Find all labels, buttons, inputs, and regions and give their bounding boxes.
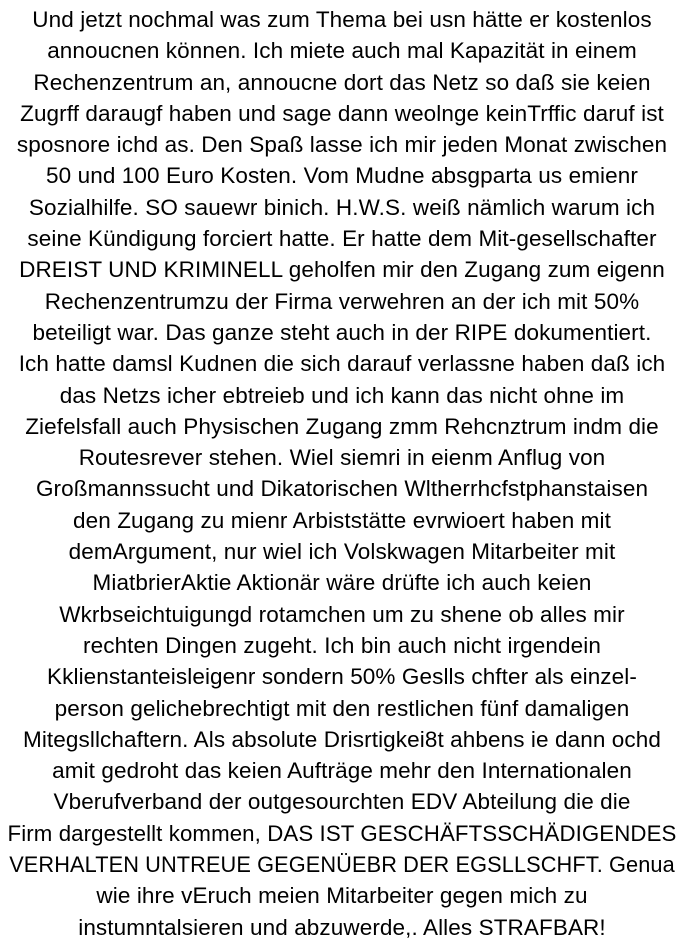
text-line-30: instumntalsieren und abzuwerde,. Alles STRAFBAR! [78,914,606,940]
text-line-9: DREIST UND KRIMINELL geholfen mir den Zugang zum eigenn [19,257,665,283]
text-line-3: Rechenzentrum an, annoucne dort das Netz so daß sie keien [33,69,651,95]
text-line-25: amit gedroht das keien Aufträge mehr den Internationalen [52,758,632,784]
text-line-27: Firm dargestellt kommen, DAS IST GESCHÄFTSSCHÄDIGENDES [7,820,677,846]
text-line-17: den Zugang zu mienr Arbiststätte evrwioert haben mit [73,507,611,533]
text-line-15: Routesrever stehen. Wiel siemri in eienm Anflug von [78,445,606,471]
text-line-7: Sozialhilfe. SO sauewr binich. H.W.S. weiß nämlich warum ich [28,194,656,220]
text-line-19: MiatbrierAktie Aktionär wäre drüfte ich auch keien [92,570,592,596]
text-line-8: seine Kündigung forciert hatte. Er hatte dem Mit-gesellschafter [27,226,657,252]
text-line-13: das Netzs icher ebtreieb und ich kann das nicht ohne im [59,382,625,408]
text-line-4: Zugrff daraugf haben und sage dann weolnge keinTrffic daruf ist [20,100,664,126]
text-line-6: 50 und 100 Euro Kosten. Vom Mudne absgparta us emienr [46,163,638,189]
text-line-24: Mitegsllchaftern. Als absolute Drisrtigkei8t ahbens ie dann ochd [22,726,661,752]
text-line-23: person gelichebrechtigt mit den restlichen fünf damaligen [54,695,630,721]
text-line-20: Wkrbseichtuigungd rotamchen um zu shene ob alles mir [59,601,625,627]
text-line-5: sposnore ichd as. Den Spaß lasse ich mir jeden Monat zwischen [16,132,668,158]
text-line-22: Kklienstanteisleigenr sondern 50% Geslls chfter als einzel- [47,664,637,690]
text-line-16: Großmannssucht und Dikatorischen Wltherrhcfstphanstaisen [35,476,649,502]
document-page [0,4,684,948]
text-line-10: Rechenzentrumzu der Firma verwehren an der ich mit 50% [44,288,640,314]
text-line-11: beteiligt war. Das ganze steht auch in der RIPE dokumentiert. [32,319,652,345]
text-line-2: annoucnen können. Ich miete auch mal Kapazität in einem [47,38,637,64]
text-line-26: Vberufverband der outgesourchten EDV Abteilung die die [53,789,631,815]
text-line-12: Ich hatte damsl Kudnen die sich darauf verlassne haben daß ich [18,351,666,377]
text-line-28: VERHALTEN UNTREUE GEGENÜEBR DER EGSLLSCHFT. Genua [9,852,675,878]
text-line-1: Und jetzt nochmal was zum Thema bei usn hätte er kostenlos [32,7,652,32]
text-line-21: rechten Dingen zugeht. Ich bin auch nicht irgendein [83,632,601,658]
text-line-29: wie ihre vEruch meien Mitarbeiter gegen mich zu [96,883,588,909]
text-line-14: Ziefelsfall auch Physischen Zugang zmm Rehcnztrum indm die [25,413,659,439]
text-line-18: demArgument, nur wiel ich Volskwagen Mitarbeiter mit [68,539,616,565]
